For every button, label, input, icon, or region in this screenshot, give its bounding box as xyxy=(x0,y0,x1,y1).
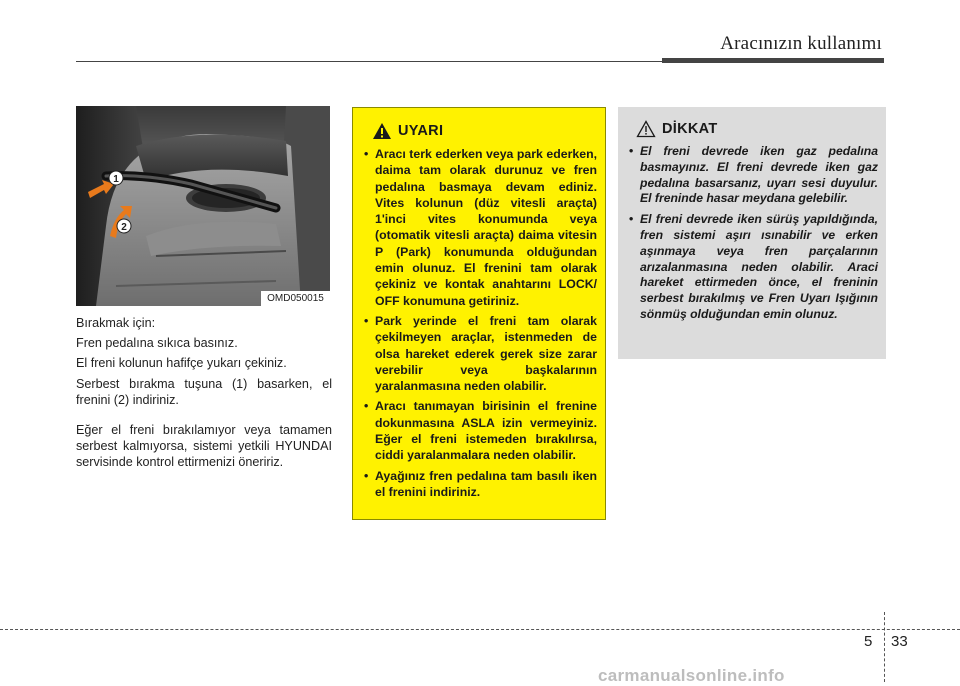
warning-item: • Aracı tanımayan birisinin el frenine dokunmasına ASLA izin vermeyiniz. Eğer el freni istemeden bırakılırsa, ciddi yaralanmalara neden olabilir. xyxy=(364,398,597,463)
warning-list xyxy=(364,146,597,500)
warning-item: • Park yerinde el freni tam olarak çekilmeyen araçlar, istenmeden de olsa hareket ederek gerek size zarar verebilir veya başkalarının yaralanmasına neden olabilir. xyxy=(364,313,597,394)
caution-triangle-icon xyxy=(636,120,656,138)
callout-2-label: 2 xyxy=(121,222,127,233)
warning-triangle-icon xyxy=(372,122,392,140)
header-rule-accent xyxy=(662,58,884,63)
warning-header xyxy=(372,122,597,140)
warning-item: • Aracı terk ederken veya park ederken, daima tam olarak durunuz ve fren pedalına basmaya devam ediniz. Vites kolunun (düz vitesli araçta) 1'inci vites konumunda veya (otomatik vitesli araçta) daima vitesin P (Park) konumunda olduğundan emin olunuz. El frenini tam olarak çekiniz ve kontak anahtarını LOCK/ OFF konumuna getiriniz. xyxy=(364,146,597,309)
caution-list xyxy=(628,144,878,323)
chapter-number: 5 xyxy=(864,633,873,650)
instruction-step-1: Fren pedalına sıkıca basınız. xyxy=(76,336,238,351)
warning-box xyxy=(352,107,606,520)
parking-brake-photo xyxy=(76,106,330,306)
release-instructions xyxy=(76,315,332,475)
caution-item: • El freni devrede iken sürüş yapıldığında, fren sistemi aşırı ısınabilir ve erken aşınmaya veya fren parçalarının arızalanmasına neden olabilir. Araci hareket ettirmeden önce, el freninin serbest bırakılmış ve Fren Uyarı Işığının sönmüş olduğundan emin olunuz. xyxy=(628,212,878,323)
warning-item: • Ayağınız fren pedalına tam basılı iken el frenini indiriniz. xyxy=(364,468,597,501)
instruction-step-3: Serbest bırakma tuşuna (1) basarken, el frenini (2) indiriniz. xyxy=(76,376,332,407)
caution-item: • El freni devrede iken gaz pedalına basmayınız. El freni devrede iken gaz pedalına basarsanız, uyarı sesi duyulur. El freninde hasar meydana gelebilir. xyxy=(628,144,878,207)
watermark: carmanualsonline.info xyxy=(598,666,785,685)
header-rule xyxy=(76,61,662,62)
warning-title: UYARI xyxy=(398,123,444,139)
caution-header xyxy=(636,120,878,138)
caution-title: DİKKAT xyxy=(662,121,718,137)
page-number: 33 xyxy=(891,633,908,650)
callout-1-label: 1 xyxy=(113,174,119,185)
footer-divider xyxy=(884,612,885,682)
caution-box xyxy=(618,107,886,359)
figure-code: OMD050015 xyxy=(261,291,330,307)
running-header: Aracınızın kullanımı xyxy=(720,33,882,54)
footer-rule xyxy=(0,629,960,630)
service-note: Eğer el freni bırakılamıyor veya tamamen serbest kalmıyorsa, sistemi yetkili HYUNDAI servisinde kontrol ettirmenizi öneririz. xyxy=(76,423,332,470)
parking-brake-illustration xyxy=(76,106,330,306)
instruction-step-2: El freni kolunun hafifçe yukarı çekiniz. xyxy=(76,356,287,371)
instructions-heading: Bırakmak için: xyxy=(76,316,156,330)
